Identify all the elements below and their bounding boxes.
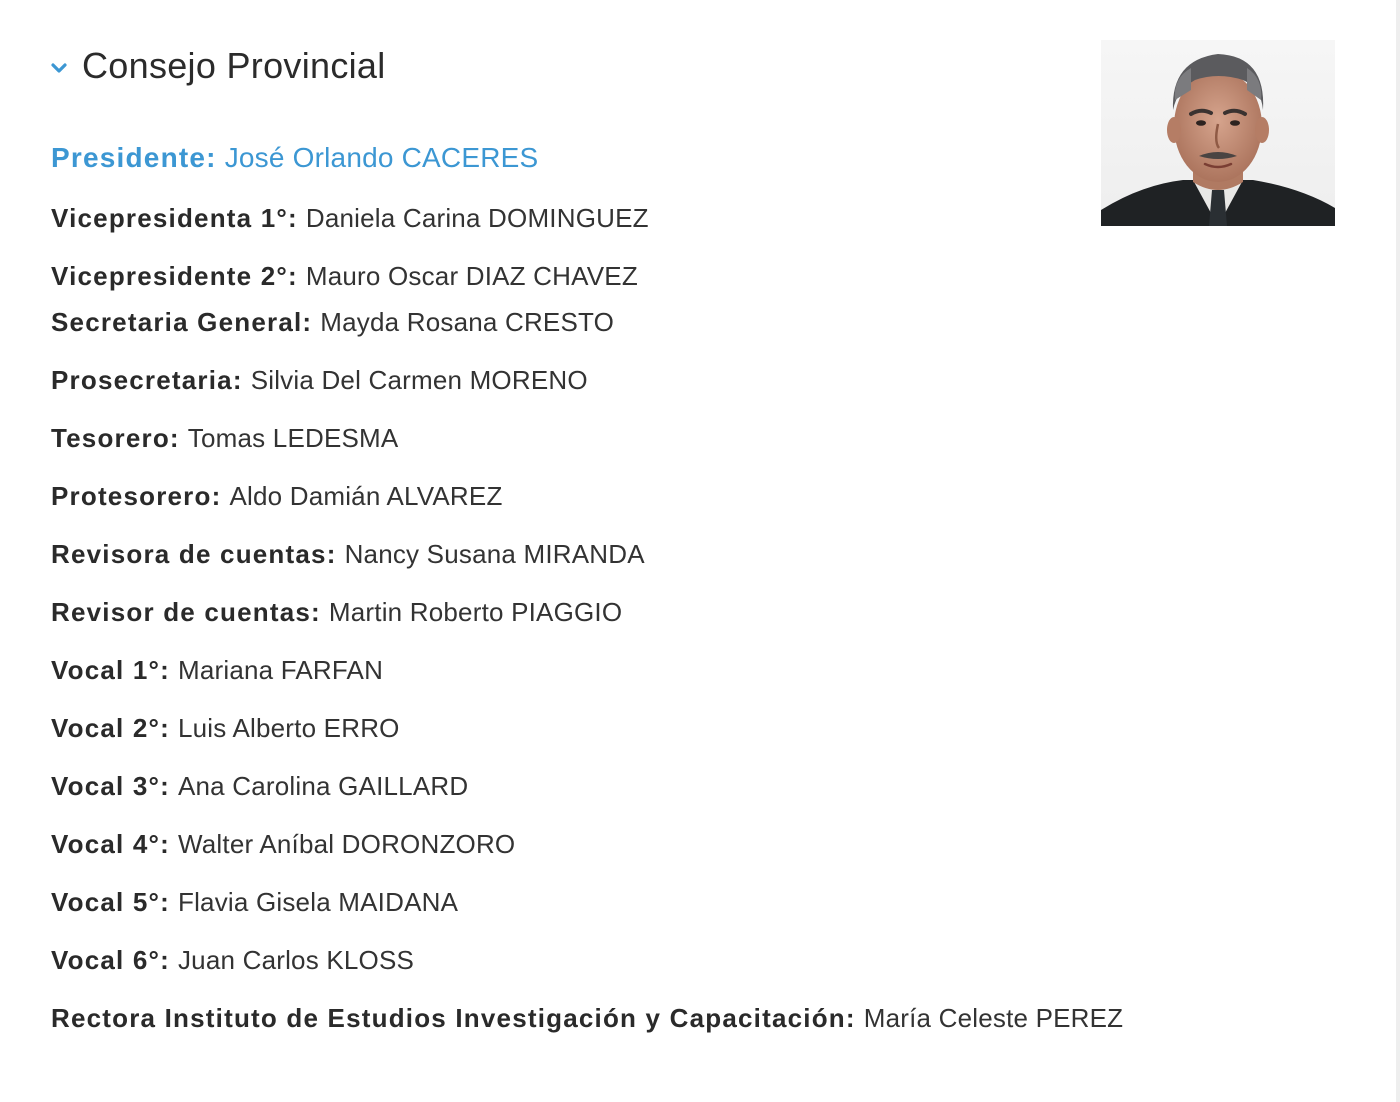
- role-label: Secretaria General:: [51, 307, 313, 337]
- member-name: Daniela Carina DOMINGUEZ: [305, 203, 649, 233]
- member-name: Tomas LEDESMA: [187, 423, 399, 453]
- chevron-down-icon[interactable]: [50, 59, 68, 77]
- role-label: Rectora Instituto de Estudios Investigación y Capacitación:: [51, 1003, 856, 1033]
- member-name: Martin Roberto PIAGGIO: [328, 597, 623, 627]
- role-label: Vocal 6°:: [51, 945, 170, 975]
- role-label: Vocal 1°:: [51, 655, 170, 685]
- role-label: Tesorero:: [51, 423, 180, 453]
- member-name: Juan Carlos KLOSS: [177, 945, 415, 975]
- role-label: Revisor de cuentas:: [51, 597, 321, 627]
- role-label: Vocal 2°:: [51, 713, 170, 743]
- member-row: [51, 827, 515, 861]
- role-label: Protesorero:: [51, 481, 222, 511]
- member-row: [51, 885, 458, 919]
- scrollbar-track[interactable]: [1396, 0, 1400, 1102]
- role-label: Vocal 4°:: [51, 829, 170, 859]
- role-label: Revisora de cuentas:: [51, 539, 337, 569]
- member-row: [51, 1001, 1123, 1035]
- member-name: Luis Alberto ERRO: [177, 713, 400, 743]
- member-row: [51, 259, 638, 293]
- member-name: Flavia Gisela MAIDANA: [177, 887, 459, 917]
- member-name: Mauro Oscar DIAZ CHAVEZ: [305, 261, 638, 291]
- member-row: [51, 305, 614, 339]
- role-label: Presidente:: [51, 142, 217, 173]
- member-row: [51, 943, 414, 977]
- section-toggle[interactable]: [50, 42, 386, 90]
- member-name: Walter Aníbal DORONZORO: [177, 829, 516, 859]
- president-row: [51, 141, 538, 175]
- member-row: [51, 595, 622, 629]
- role-label: Vicepresidenta 1°:: [51, 203, 298, 233]
- member-row: [51, 711, 400, 745]
- member-row: [51, 201, 649, 235]
- member-row: [51, 653, 383, 687]
- member-name: Mariana FARFAN: [177, 655, 384, 685]
- section-title: Consejo Provincial: [82, 45, 386, 86]
- member-row: [51, 537, 645, 571]
- role-label: Vocal 5°:: [51, 887, 170, 917]
- member-name: Aldo Damián ALVAREZ: [229, 481, 503, 511]
- member-row: [51, 421, 398, 455]
- role-label: Prosecretaria:: [51, 365, 243, 395]
- member-name: Ana Carolina GAILLARD: [177, 771, 469, 801]
- role-label: Vicepresidente 2°:: [51, 261, 298, 291]
- member-row: [51, 769, 468, 803]
- president-portrait: [1101, 40, 1335, 226]
- member-name: José Orlando CACERES: [224, 142, 539, 173]
- member-name: Nancy Susana MIRANDA: [344, 539, 645, 569]
- member-row: [51, 363, 588, 397]
- member-name: Silvia Del Carmen MORENO: [250, 365, 588, 395]
- member-name: Mayda Rosana CRESTO: [320, 307, 615, 337]
- role-label: Vocal 3°:: [51, 771, 170, 801]
- member-row: [51, 479, 503, 513]
- member-name: María Celeste PEREZ: [863, 1003, 1124, 1033]
